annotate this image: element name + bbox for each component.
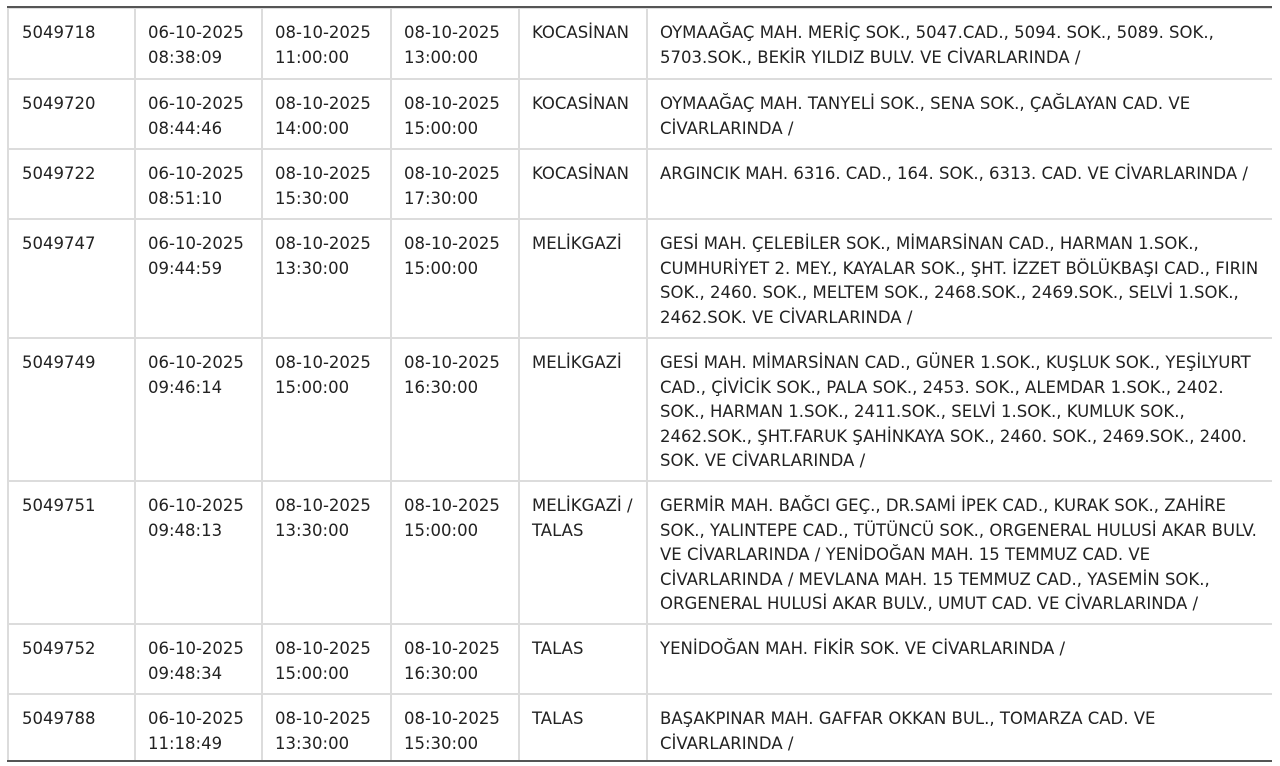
location-cell: OYMAAĞAÇ MAH. TANYELİ SOK., SENA SOK., ÇAĞLAYAN CAD. VE CİVARLARINDA /: [647, 79, 1272, 149]
record-id-cell: 5049718: [8, 8, 135, 79]
start-date: 08-10-2025: [275, 23, 371, 42]
record-id-cell: 5049752: [8, 624, 135, 694]
start-time: 15:00:00: [275, 377, 350, 397]
end-date: 08-10-2025: [404, 639, 500, 658]
start-date: 08-10-2025: [275, 94, 371, 113]
created-date: 06-10-2025: [148, 234, 244, 253]
location-cell: YENİDOĞAN MAH. FİKİR SOK. VE CİVARLARINDA /: [647, 624, 1272, 694]
start-datetime-cell: [262, 338, 391, 481]
created-date: 06-10-2025: [148, 164, 244, 183]
created-time: 08:38:09: [148, 47, 223, 67]
created-time: 09:46:14: [148, 377, 223, 397]
location-cell: ARGINCIK MAH. 6316. CAD., 164. SOK., 6313. CAD. VE CİVARLARINDA /: [647, 149, 1272, 219]
end-date: 08-10-2025: [404, 94, 500, 113]
district-cell: KOCASİNAN: [519, 149, 647, 219]
start-time: 15:00:00: [275, 663, 350, 683]
district-cell: MELİKGAZİ: [519, 338, 647, 481]
created-datetime-cell: [135, 481, 262, 624]
end-date: 08-10-2025: [404, 709, 500, 728]
start-datetime-cell: [262, 481, 391, 624]
start-time: 13:30:00: [275, 520, 350, 540]
district-cell: MELİKGAZİ / TALAS: [519, 481, 647, 624]
created-datetime-cell: [135, 149, 262, 219]
start-datetime-cell: [262, 79, 391, 149]
end-time: 13:00:00: [404, 47, 479, 67]
start-date: 08-10-2025: [275, 709, 371, 728]
created-time: 08:51:10: [148, 188, 223, 208]
created-datetime-cell: [135, 694, 262, 762]
end-datetime-cell: [391, 694, 519, 762]
created-datetime-cell: [135, 79, 262, 149]
end-time: 15:30:00: [404, 733, 479, 753]
created-time: 11:18:49: [148, 733, 223, 753]
created-date: 06-10-2025: [148, 23, 244, 42]
end-datetime-cell: [391, 219, 519, 338]
outage-table: [7, 7, 1272, 762]
location-cell: OYMAAĞAÇ MAH. MERİÇ SOK., 5047.CAD., 5094. SOK., 5089. SOK., 5703.SOK., BEKİR YILDIZ BULV. VE CİVARLARINDA /: [647, 8, 1272, 79]
start-datetime-cell: [262, 624, 391, 694]
location-cell: GESİ MAH. ÇELEBİLER SOK., MİMARSİNAN CAD., HARMAN 1.SOK., CUMHURİYET 2. MEY., KAYALAR SOK., ŞHT. İZZET BÖLÜKBAŞI CAD., FIRIN SOK., 2460. SOK., MELTEM SOK., 2468.SOK., 2469.SOK., SELVİ 1.SOK., 2462.SOK. VE CİVARLARINDA /: [647, 219, 1272, 338]
district-cell: TALAS: [519, 694, 647, 762]
created-datetime-cell: [135, 624, 262, 694]
end-datetime-cell: [391, 481, 519, 624]
outage-table-container: [7, 6, 1272, 762]
record-id-cell: 5049749: [8, 338, 135, 481]
created-datetime-cell: [135, 8, 262, 79]
start-datetime-cell: [262, 8, 391, 79]
table-row: [8, 694, 1272, 762]
end-date: 08-10-2025: [404, 496, 500, 515]
created-date: 06-10-2025: [148, 353, 244, 372]
created-date: 06-10-2025: [148, 639, 244, 658]
end-time: 16:30:00: [404, 663, 479, 683]
created-date: 06-10-2025: [148, 709, 244, 728]
end-datetime-cell: [391, 338, 519, 481]
table-row: [8, 481, 1272, 624]
created-date: 06-10-2025: [148, 496, 244, 515]
record-id-cell: 5049720: [8, 79, 135, 149]
location-cell: GESİ MAH. MİMARSİNAN CAD., GÜNER 1.SOK., KUŞLUK SOK., YEŞİLYURT CAD., ÇİVİCİK SOK., PALA SOK., 2453. SOK., ALEMDAR 1.SOK., 2402. SOK., HARMAN 1.SOK., 2411.SOK., SELVİ 1.SOK., KUMLUK SOK., 2462.SOK., ŞHT.FARUK ŞAHİNKAYA SOK., 2460. SOK., 2469.SOK., 2400. SOK. VE CİVARLARINDA /: [647, 338, 1272, 481]
district-cell: MELİKGAZİ: [519, 219, 647, 338]
end-date: 08-10-2025: [404, 23, 500, 42]
end-date: 08-10-2025: [404, 234, 500, 253]
end-time: 15:00:00: [404, 258, 479, 278]
start-date: 08-10-2025: [275, 353, 371, 372]
created-time: 09:48:34: [148, 663, 223, 683]
end-time: 17:30:00: [404, 188, 479, 208]
district-cell: KOCASİNAN: [519, 79, 647, 149]
record-id-cell: 5049751: [8, 481, 135, 624]
end-datetime-cell: [391, 8, 519, 79]
end-datetime-cell: [391, 149, 519, 219]
end-date: 08-10-2025: [404, 353, 500, 372]
start-date: 08-10-2025: [275, 639, 371, 658]
start-time: 14:00:00: [275, 118, 350, 138]
start-datetime-cell: [262, 694, 391, 762]
start-time: 13:30:00: [275, 733, 350, 753]
start-time: 13:30:00: [275, 258, 350, 278]
start-date: 08-10-2025: [275, 164, 371, 183]
created-datetime-cell: [135, 219, 262, 338]
end-date: 08-10-2025: [404, 164, 500, 183]
table-row: [8, 338, 1272, 481]
table-row: [8, 79, 1272, 149]
location-cell: BAŞAKPINAR MAH. GAFFAR OKKAN BUL., TOMARZA CAD. VE CİVARLARINDA /: [647, 694, 1272, 762]
start-date: 08-10-2025: [275, 496, 371, 515]
record-id-cell: 5049788: [8, 694, 135, 762]
district-cell: KOCASİNAN: [519, 8, 647, 79]
created-date: 06-10-2025: [148, 94, 244, 113]
start-time: 11:00:00: [275, 47, 350, 67]
created-time: 09:44:59: [148, 258, 223, 278]
table-row: [8, 8, 1272, 79]
table-row: [8, 149, 1272, 219]
start-datetime-cell: [262, 219, 391, 338]
created-datetime-cell: [135, 338, 262, 481]
start-date: 08-10-2025: [275, 234, 371, 253]
record-id-cell: 5049747: [8, 219, 135, 338]
table-row: [8, 219, 1272, 338]
record-id-cell: 5049722: [8, 149, 135, 219]
end-time: 15:00:00: [404, 520, 479, 540]
start-datetime-cell: [262, 149, 391, 219]
start-time: 15:30:00: [275, 188, 350, 208]
location-cell: GERMİR MAH. BAĞCI GEÇ., DR.SAMİ İPEK CAD., KURAK SOK., ZAHİRE SOK., YALINTEPE CAD., TÜTÜNCÜ SOK., ORGENERAL HULUSİ AKAR BULV. VE CİVARLARINDA / YENİDOĞAN MAH. 15 TEMMUZ CAD. VE CİVARLARINDA / MEVLANA MAH. 15 TEMMUZ CAD., YASEMİN SOK., ORGENERAL HULUSİ AKAR BULV., UMUT CAD. VE CİVARLARINDA /: [647, 481, 1272, 624]
end-time: 15:00:00: [404, 118, 479, 138]
created-time: 08:44:46: [148, 118, 223, 138]
created-time: 09:48:13: [148, 520, 223, 540]
district-cell: TALAS: [519, 624, 647, 694]
end-time: 16:30:00: [404, 377, 479, 397]
table-row: [8, 624, 1272, 694]
end-datetime-cell: [391, 79, 519, 149]
end-datetime-cell: [391, 624, 519, 694]
